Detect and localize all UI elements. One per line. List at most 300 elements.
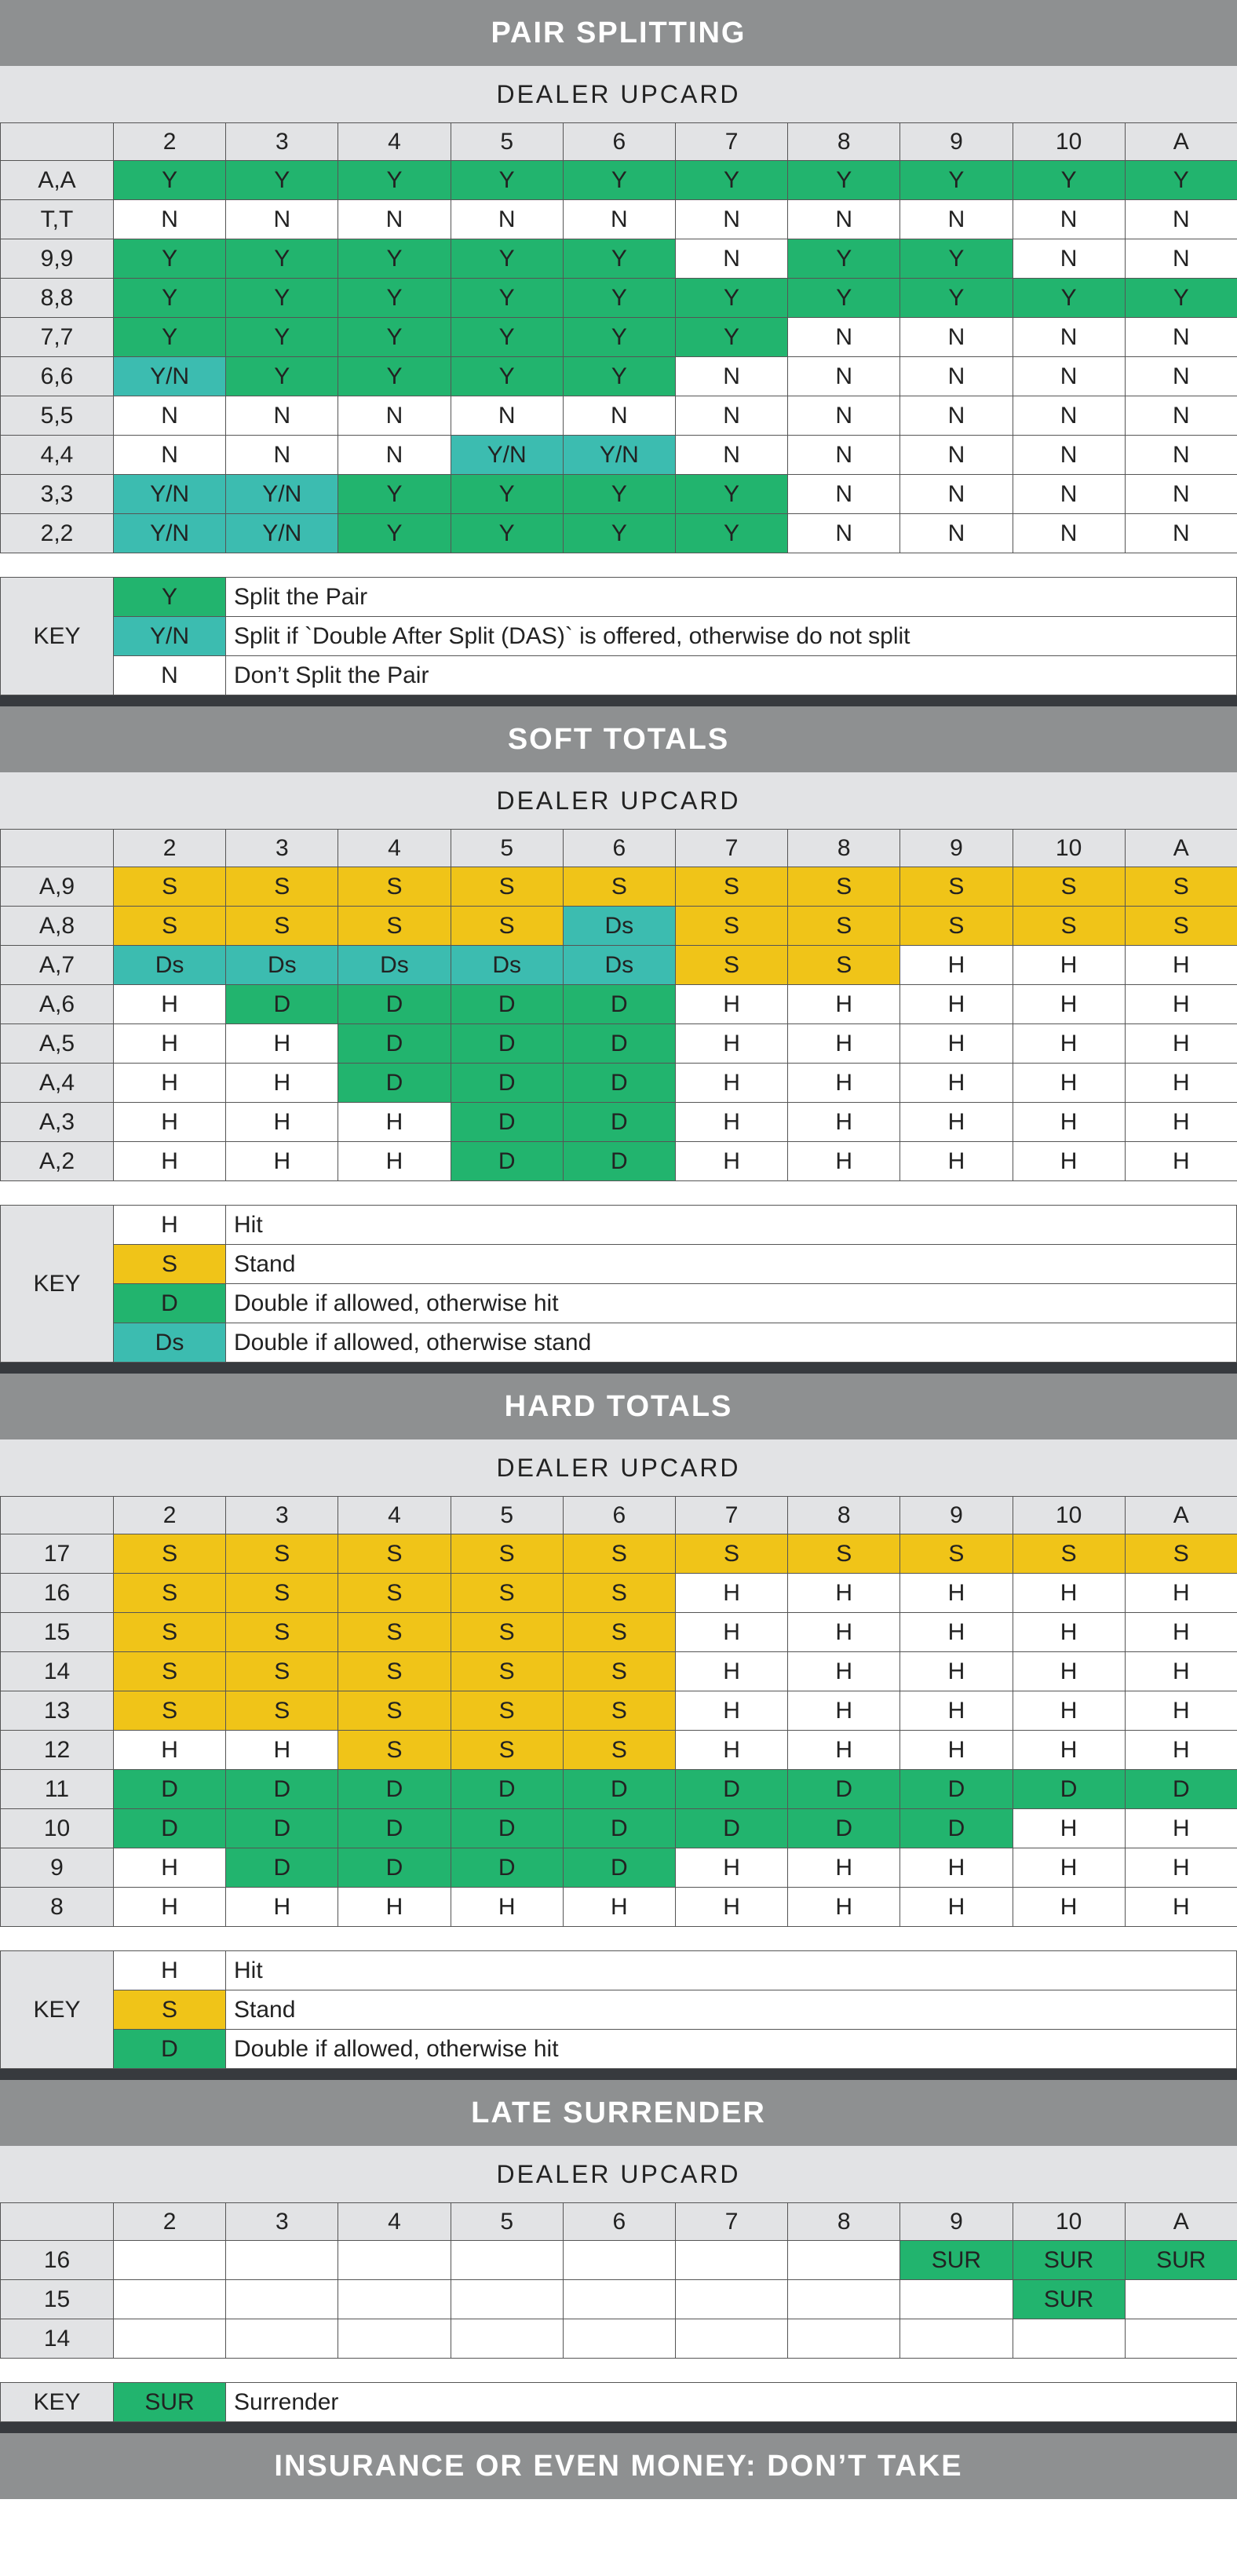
action-cell: N: [788, 436, 900, 475]
action-cell: Y: [563, 318, 675, 357]
section-divider: [0, 2422, 1237, 2433]
action-cell: H: [338, 1142, 451, 1181]
upcard-header: 9: [900, 1497, 1013, 1534]
action-cell: H: [675, 1103, 787, 1142]
hand-label: A,A: [1, 161, 114, 200]
action-cell: D: [338, 1848, 451, 1888]
section-title: PAIR SPLITTING: [0, 0, 1237, 66]
key-description: Double if allowed, otherwise stand: [226, 1323, 1237, 1363]
action-cell: N: [451, 200, 563, 239]
action-cell: N: [114, 396, 226, 436]
upcard-header: 4: [338, 830, 451, 867]
table-row: [1, 985, 1237, 1024]
table-row: [1, 1574, 1237, 1613]
hard-totals-section: [0, 1374, 1237, 2069]
action-cell: Y: [900, 161, 1013, 200]
spacer: [0, 553, 1237, 577]
hand-label: 9: [1, 1848, 114, 1888]
action-cell: Y: [675, 514, 787, 553]
action-cell: Y: [114, 318, 226, 357]
action-cell: [788, 2241, 900, 2280]
action-cell: Y: [451, 161, 563, 200]
action-cell: H: [675, 1064, 787, 1103]
action-cell: H: [1013, 1064, 1125, 1103]
action-cell: S: [226, 1534, 338, 1574]
hand-label: 8: [1, 1888, 114, 1927]
action-cell: Y/N: [226, 514, 338, 553]
action-cell: H: [563, 1888, 675, 1927]
action-cell: [1013, 2319, 1125, 2359]
corner-cell: [1, 830, 114, 867]
action-cell: S: [900, 907, 1013, 946]
action-cell: Y: [226, 357, 338, 396]
action-cell: N: [675, 357, 787, 396]
key-code: Y: [114, 578, 226, 617]
key-description: Double if allowed, otherwise hit: [226, 1284, 1237, 1323]
key-row: [1, 617, 1237, 656]
upcard-header: 6: [563, 123, 675, 161]
action-cell: Y: [338, 279, 451, 318]
action-cell: [900, 2319, 1013, 2359]
section-divider: [0, 1363, 1237, 1374]
action-cell: Ds: [451, 946, 563, 985]
action-cell: H: [675, 1574, 787, 1613]
upcard-header: 7: [675, 1497, 787, 1534]
action-cell: S: [1125, 1534, 1237, 1574]
table-row: [1, 1024, 1237, 1064]
action-cell: S: [338, 1574, 451, 1613]
action-cell: Y: [563, 475, 675, 514]
action-cell: D: [226, 1848, 338, 1888]
action-cell: D: [563, 1848, 675, 1888]
action-cell: Y: [563, 161, 675, 200]
key-code: D: [114, 1284, 226, 1323]
action-cell: S: [675, 907, 787, 946]
action-cell: D: [900, 1809, 1013, 1848]
table-row: [1, 2241, 1237, 2280]
action-cell: N: [1125, 514, 1237, 553]
strategy-table: [0, 829, 1237, 1181]
section-title: LATE SURRENDER: [0, 2080, 1237, 2146]
action-cell: D: [563, 1064, 675, 1103]
action-cell: S: [226, 867, 338, 907]
hand-label: 17: [1, 1534, 114, 1574]
key-label: KEY: [1, 2383, 114, 2422]
upcard-header-row: [1, 830, 1237, 867]
action-cell: Ds: [338, 946, 451, 985]
action-cell: Y: [451, 475, 563, 514]
action-cell: Y: [226, 239, 338, 279]
action-cell: S: [788, 867, 900, 907]
action-cell: S: [788, 1534, 900, 1574]
action-cell: H: [1125, 985, 1237, 1024]
table-row: [1, 279, 1237, 318]
action-cell: Y: [563, 279, 675, 318]
action-cell: Y: [226, 279, 338, 318]
upcard-header: 10: [1013, 1497, 1125, 1534]
upcard-header: 2: [114, 830, 226, 867]
table-row: [1, 2280, 1237, 2319]
key-row: [1, 1323, 1237, 1363]
action-cell: N: [1125, 396, 1237, 436]
action-cell: H: [1125, 1064, 1237, 1103]
table-row: [1, 1848, 1237, 1888]
action-cell: H: [1013, 1613, 1125, 1652]
action-cell: S: [1013, 867, 1125, 907]
table-row: [1, 475, 1237, 514]
action-cell: H: [1013, 1731, 1125, 1770]
table-row: [1, 2319, 1237, 2359]
action-cell: S: [451, 1652, 563, 1691]
key-label: KEY: [1, 1951, 114, 2069]
action-cell: S: [114, 1574, 226, 1613]
key-description: Hit: [226, 1951, 1237, 1990]
table-row: [1, 396, 1237, 436]
action-cell: S: [788, 907, 900, 946]
action-cell: S: [451, 907, 563, 946]
key-row: [1, 1245, 1237, 1284]
hand-label: 2,2: [1, 514, 114, 553]
hand-label: 8,8: [1, 279, 114, 318]
action-cell: D: [451, 1848, 563, 1888]
action-cell: [114, 2280, 226, 2319]
late-surrender-section: [0, 2080, 1237, 2422]
action-cell: Y: [900, 239, 1013, 279]
strategy-table: [0, 122, 1237, 553]
action-cell: Y: [675, 318, 787, 357]
table-row: [1, 357, 1237, 396]
table-row: [1, 1142, 1237, 1181]
action-cell: H: [114, 1731, 226, 1770]
action-cell: D: [563, 1103, 675, 1142]
action-cell: H: [226, 1142, 338, 1181]
key-description: Split if `Double After Split (DAS)` is offered, otherwise do not split: [226, 617, 1237, 656]
action-cell: H: [675, 1691, 787, 1731]
action-cell: H: [788, 1064, 900, 1103]
action-cell: SUR: [1125, 2241, 1237, 2280]
action-cell: N: [451, 396, 563, 436]
action-cell: S: [788, 946, 900, 985]
key-code: S: [114, 1245, 226, 1284]
hand-label: 10: [1, 1809, 114, 1848]
action-cell: Y: [451, 357, 563, 396]
upcard-header: 7: [675, 2203, 787, 2241]
action-cell: [451, 2241, 563, 2280]
action-cell: S: [451, 1574, 563, 1613]
upcard-header: 9: [900, 830, 1013, 867]
upcard-header: 6: [563, 2203, 675, 2241]
action-cell: [675, 2280, 787, 2319]
action-cell: S: [338, 1652, 451, 1691]
action-cell: H: [900, 1103, 1013, 1142]
action-cell: S: [451, 1534, 563, 1574]
table-row: [1, 1534, 1237, 1574]
upcard-header: 5: [451, 830, 563, 867]
action-cell: N: [900, 200, 1013, 239]
action-cell: D: [451, 1142, 563, 1181]
upcard-header: 8: [788, 830, 900, 867]
key-description: Stand: [226, 1990, 1237, 2030]
action-cell: SUR: [1013, 2241, 1125, 2280]
action-cell: N: [1013, 396, 1125, 436]
key-description: Hit: [226, 1206, 1237, 1245]
action-cell: S: [338, 867, 451, 907]
key-row: [1, 578, 1237, 617]
key-code: Y/N: [114, 617, 226, 656]
action-cell: N: [900, 396, 1013, 436]
section-title: HARD TOTALS: [0, 1374, 1237, 1439]
soft-totals-section: [0, 706, 1237, 1363]
hand-label: 16: [1, 2241, 114, 2280]
action-cell: [563, 2319, 675, 2359]
table-row: [1, 1770, 1237, 1809]
action-cell: Y: [114, 279, 226, 318]
action-cell: H: [900, 1731, 1013, 1770]
key-row: [1, 1284, 1237, 1323]
action-cell: N: [675, 200, 787, 239]
action-cell: N: [900, 475, 1013, 514]
action-cell: S: [451, 1691, 563, 1731]
action-cell: H: [226, 1731, 338, 1770]
key-table: [0, 1205, 1237, 1363]
hand-label: 16: [1, 1574, 114, 1613]
action-cell: H: [675, 1142, 787, 1181]
action-cell: [338, 2319, 451, 2359]
upcard-header: 5: [451, 1497, 563, 1534]
upcard-header: 6: [563, 830, 675, 867]
action-cell: N: [675, 239, 787, 279]
upcard-header: 5: [451, 2203, 563, 2241]
action-cell: H: [1013, 946, 1125, 985]
action-cell: S: [226, 1613, 338, 1652]
action-cell: S: [563, 867, 675, 907]
action-cell: H: [1013, 1142, 1125, 1181]
action-cell: Y/N: [114, 475, 226, 514]
upcard-header: 5: [451, 123, 563, 161]
action-cell: D: [338, 1809, 451, 1848]
table-row: [1, 946, 1237, 985]
action-cell: Ds: [114, 946, 226, 985]
action-cell: S: [114, 1652, 226, 1691]
action-cell: H: [900, 1064, 1013, 1103]
key-description: Stand: [226, 1245, 1237, 1284]
key-code: N: [114, 656, 226, 695]
action-cell: Y: [451, 279, 563, 318]
action-cell: N: [1125, 475, 1237, 514]
action-cell: H: [114, 1888, 226, 1927]
action-cell: H: [788, 1103, 900, 1142]
action-cell: H: [675, 1888, 787, 1927]
action-cell: H: [788, 1888, 900, 1927]
action-cell: H: [1013, 1691, 1125, 1731]
action-cell: H: [900, 1691, 1013, 1731]
action-cell: S: [338, 1691, 451, 1731]
action-cell: N: [788, 318, 900, 357]
key-description: Split the Pair: [226, 578, 1237, 617]
action-cell: H: [1125, 1103, 1237, 1142]
action-cell: [788, 2280, 900, 2319]
action-cell: D: [563, 1770, 675, 1809]
section-title: SOFT TOTALS: [0, 706, 1237, 772]
action-cell: S: [1013, 907, 1125, 946]
table-row: [1, 867, 1237, 907]
table-row: [1, 318, 1237, 357]
hand-label: A,6: [1, 985, 114, 1024]
action-cell: [675, 2241, 787, 2280]
action-cell: Y: [338, 239, 451, 279]
key-code: Ds: [114, 1323, 226, 1363]
action-cell: Y: [1125, 279, 1237, 318]
action-cell: S: [900, 867, 1013, 907]
section-divider: [0, 695, 1237, 706]
action-cell: SUR: [1013, 2280, 1125, 2319]
action-cell: H: [1125, 1142, 1237, 1181]
hand-label: 5,5: [1, 396, 114, 436]
action-cell: Y/N: [226, 475, 338, 514]
action-cell: D: [900, 1770, 1013, 1809]
action-cell: [788, 2319, 900, 2359]
action-cell: S: [451, 1731, 563, 1770]
table-row: [1, 239, 1237, 279]
action-cell: D: [451, 1809, 563, 1848]
action-cell: Y: [675, 475, 787, 514]
action-cell: [338, 2241, 451, 2280]
table-row: [1, 1652, 1237, 1691]
action-cell: Y: [338, 514, 451, 553]
upcard-header: 2: [114, 123, 226, 161]
action-cell: [226, 2241, 338, 2280]
hand-label: 14: [1, 1652, 114, 1691]
action-cell: N: [675, 396, 787, 436]
action-cell: S: [563, 1534, 675, 1574]
key-code: H: [114, 1206, 226, 1245]
action-cell: Y: [338, 161, 451, 200]
action-cell: [338, 2280, 451, 2319]
action-cell: N: [114, 436, 226, 475]
action-cell: S: [114, 1534, 226, 1574]
action-cell: S: [114, 1613, 226, 1652]
action-cell: H: [788, 1142, 900, 1181]
upcard-header: 3: [226, 2203, 338, 2241]
table-row: [1, 514, 1237, 553]
action-cell: H: [1125, 1731, 1237, 1770]
action-cell: N: [1125, 239, 1237, 279]
action-cell: H: [1013, 1888, 1125, 1927]
action-cell: [451, 2280, 563, 2319]
action-cell: [451, 2319, 563, 2359]
action-cell: N: [563, 200, 675, 239]
key-code: S: [114, 1990, 226, 2030]
action-cell: Y/N: [563, 436, 675, 475]
action-cell: S: [226, 907, 338, 946]
action-cell: H: [900, 1613, 1013, 1652]
key-row: [1, 2030, 1237, 2069]
action-cell: S: [675, 867, 787, 907]
key-row: [1, 2383, 1237, 2422]
action-cell: N: [226, 436, 338, 475]
action-cell: Y: [226, 318, 338, 357]
action-cell: [563, 2241, 675, 2280]
action-cell: S: [338, 1613, 451, 1652]
action-cell: N: [1013, 357, 1125, 396]
action-cell: D: [338, 1024, 451, 1064]
key-table: [0, 1950, 1237, 2069]
key-description: Surrender: [226, 2383, 1237, 2422]
action-cell: D: [451, 1770, 563, 1809]
action-cell: Ds: [563, 907, 675, 946]
key-description: Double if allowed, otherwise hit: [226, 2030, 1237, 2069]
hand-label: A,3: [1, 1103, 114, 1142]
key-table: [0, 2382, 1237, 2422]
action-cell: D: [451, 1103, 563, 1142]
upcard-header: 9: [900, 123, 1013, 161]
action-cell: H: [114, 1142, 226, 1181]
action-cell: H: [1013, 985, 1125, 1024]
action-cell: D: [563, 1142, 675, 1181]
pair-splitting-section: [0, 0, 1237, 695]
upcard-header: A: [1125, 1497, 1237, 1534]
action-cell: [900, 2280, 1013, 2319]
action-cell: S: [114, 907, 226, 946]
action-cell: N: [1013, 514, 1125, 553]
action-cell: H: [1125, 1848, 1237, 1888]
action-cell: S: [1013, 1534, 1125, 1574]
action-cell: D: [563, 1809, 675, 1848]
hand-label: A,5: [1, 1024, 114, 1064]
action-cell: H: [900, 946, 1013, 985]
action-cell: H: [1125, 1809, 1237, 1848]
action-cell: D: [338, 985, 451, 1024]
corner-cell: [1, 123, 114, 161]
table-row: [1, 161, 1237, 200]
action-cell: H: [114, 1024, 226, 1064]
upcard-header: A: [1125, 830, 1237, 867]
action-cell: N: [1125, 436, 1237, 475]
upcard-header: 4: [338, 2203, 451, 2241]
upcard-header: A: [1125, 2203, 1237, 2241]
strategy-table: [0, 2202, 1237, 2359]
key-row: [1, 1990, 1237, 2030]
upcard-header-row: [1, 2203, 1237, 2241]
hand-label: A,2: [1, 1142, 114, 1181]
hand-label: 7,7: [1, 318, 114, 357]
action-cell: N: [1013, 318, 1125, 357]
upcard-header: 7: [675, 123, 787, 161]
hand-label: A,9: [1, 867, 114, 907]
action-cell: N: [1013, 436, 1125, 475]
action-cell: S: [226, 1652, 338, 1691]
action-cell: H: [788, 1613, 900, 1652]
action-cell: N: [226, 396, 338, 436]
action-cell: D: [563, 1024, 675, 1064]
key-code: H: [114, 1951, 226, 1990]
action-cell: H: [226, 1888, 338, 1927]
upcard-header: 4: [338, 123, 451, 161]
action-cell: H: [1125, 1691, 1237, 1731]
action-cell: Y: [788, 279, 900, 318]
action-cell: S: [1125, 907, 1237, 946]
action-cell: H: [675, 1848, 787, 1888]
action-cell: N: [900, 436, 1013, 475]
hand-label: 15: [1, 1613, 114, 1652]
key-row: [1, 1951, 1237, 1990]
dealer-upcard-label: DEALER UPCARD: [0, 66, 1237, 122]
key-row: [1, 656, 1237, 695]
table-row: [1, 436, 1237, 475]
corner-cell: [1, 1497, 114, 1534]
action-cell: N: [114, 200, 226, 239]
upcard-header-row: [1, 1497, 1237, 1534]
